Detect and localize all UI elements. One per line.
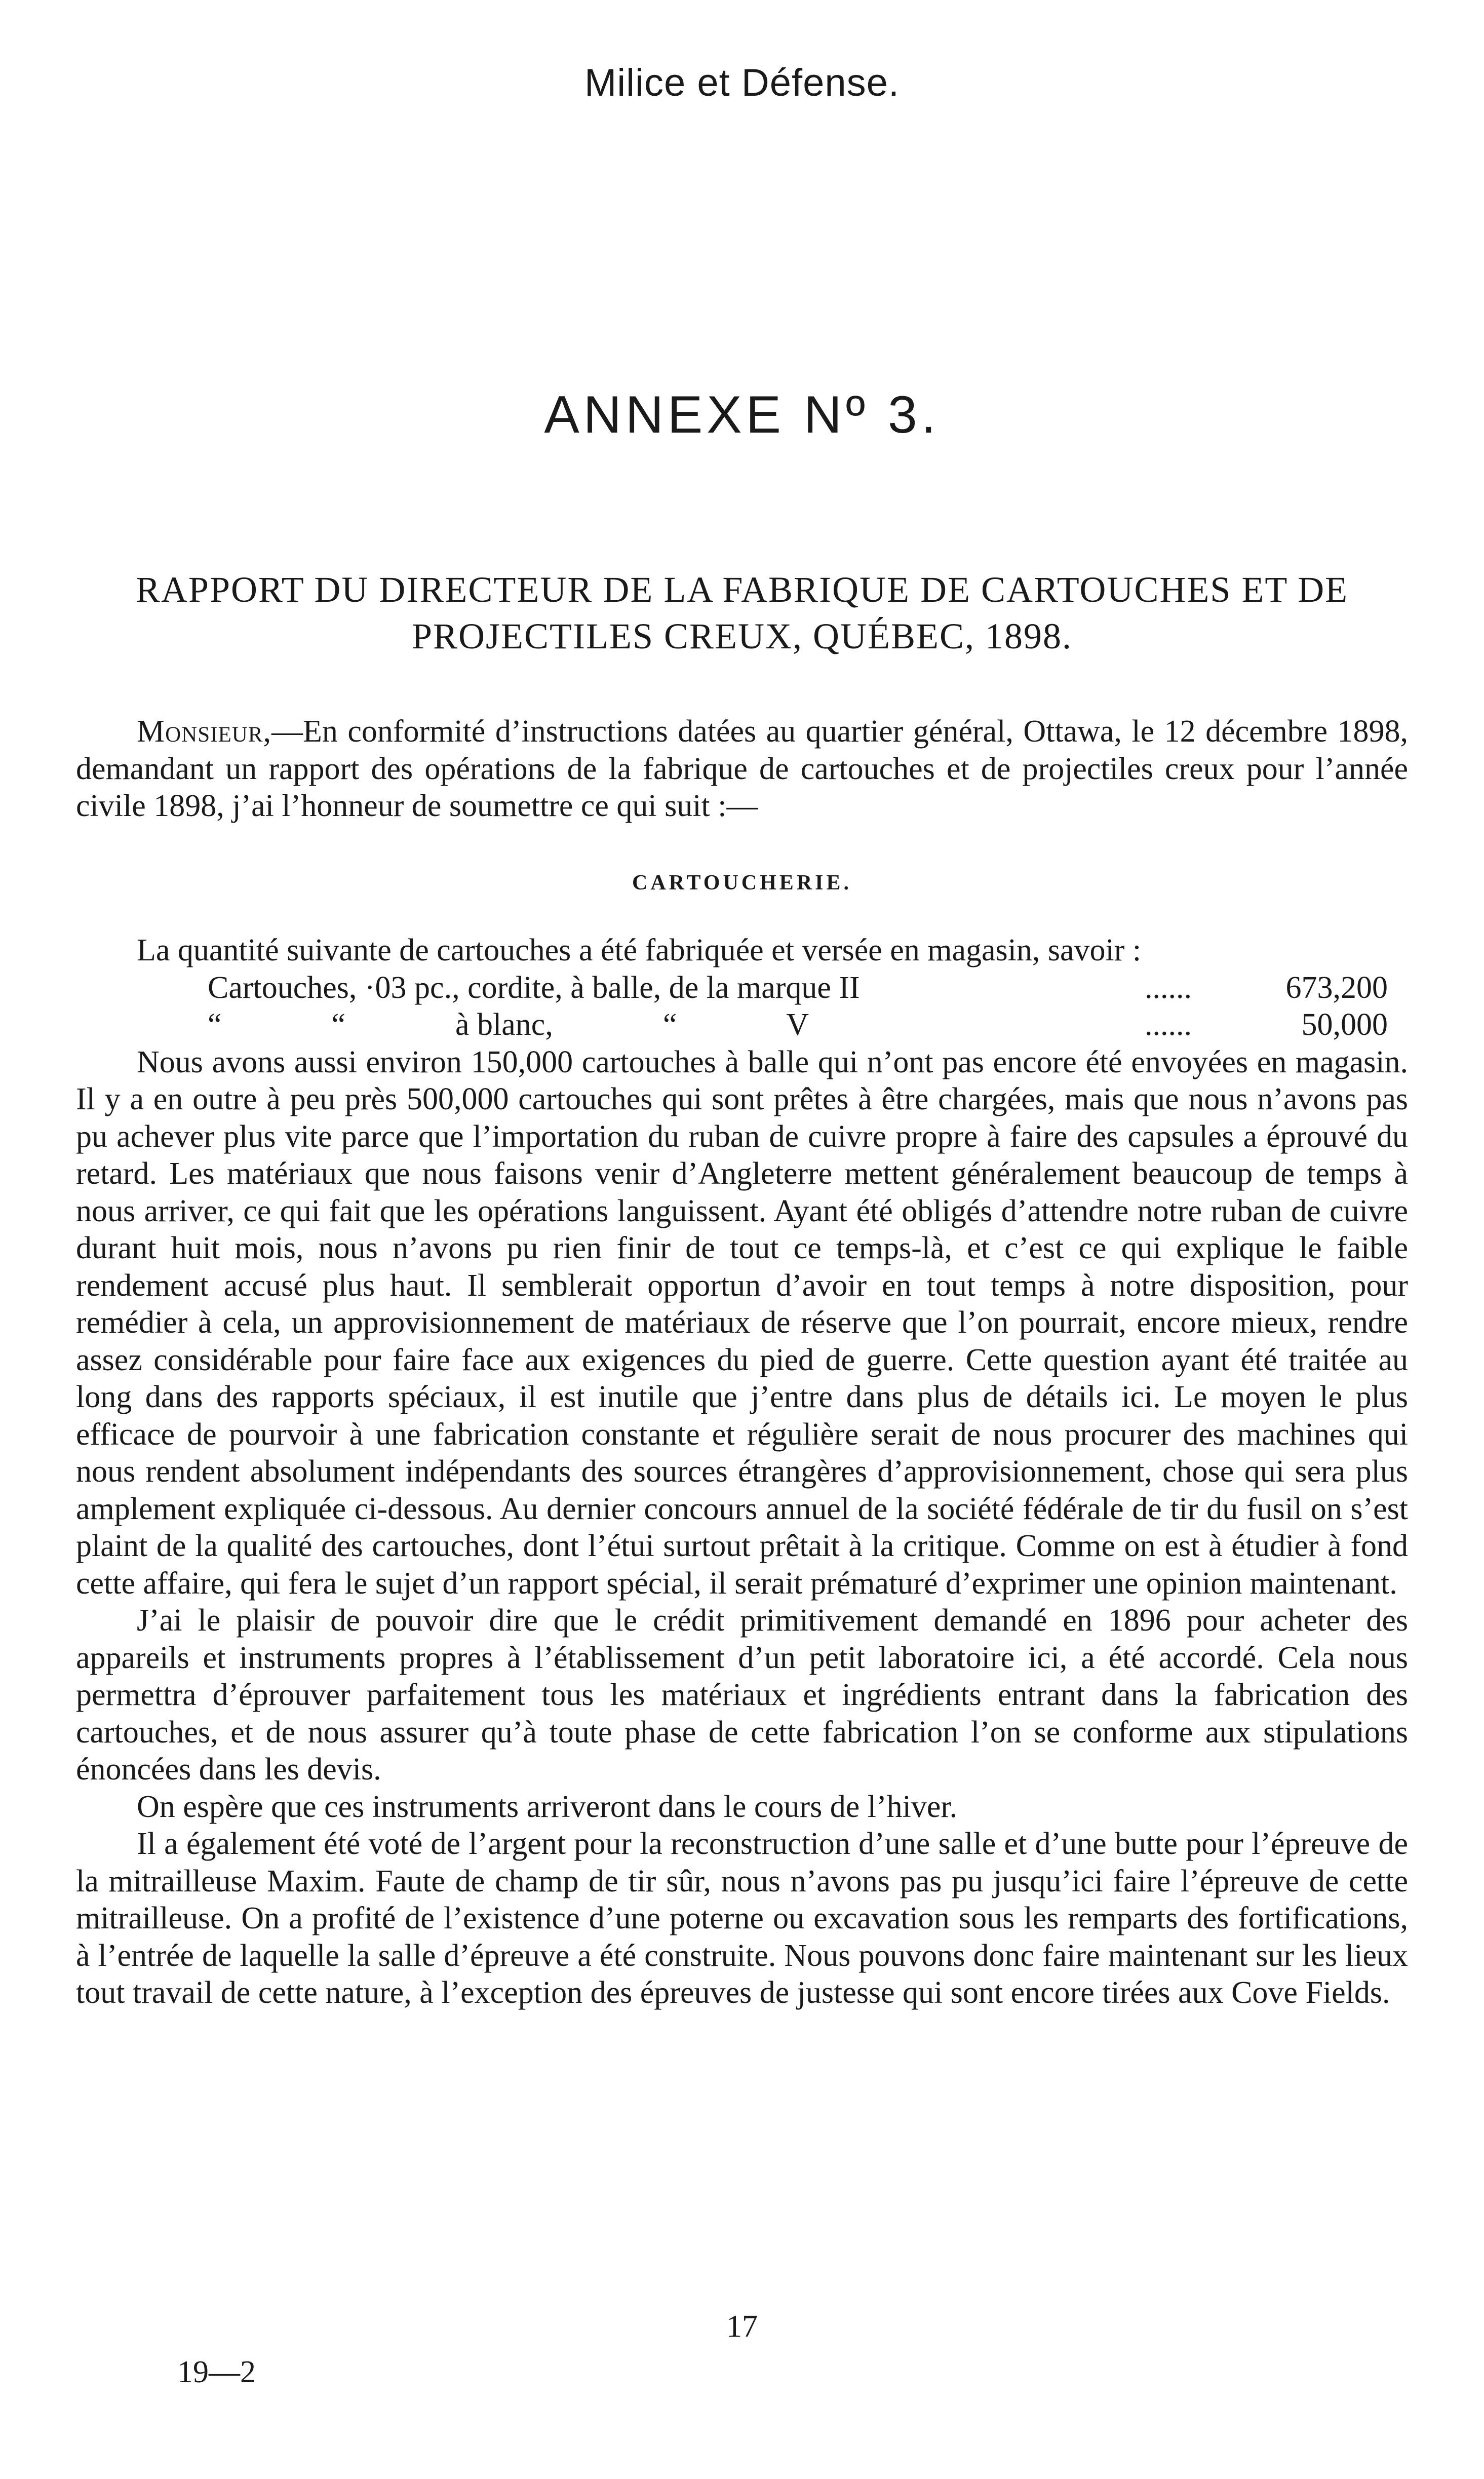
production-intro: La quantité suivante de cartouches a été fabriquée et versée en magasin, savoir : [137, 933, 1142, 967]
salutation-text: —En conformité d’instructions datées au quartier général, Ottawa, le 12 décembre 1898, demandant un rapport des opérations de la fabrique de cartouches et de projectiles creux pour l’année civile 1898, j’ai l’honneur de soumettre ce qui suit :— [76, 714, 1408, 823]
production-description: Cartouches, ·03 pc., cordite, à balle, de la marque II [208, 970, 860, 1005]
production-quantity: 673,200 [1285, 970, 1388, 1005]
paragraph-maxim-range: Il a également été voté de l’argent pour la reconstruction d’une salle et d’une butte pour l’épreuve de la mitrailleuse Maxim. Faute de champ de tir sûr, nous n’avons pas pu jusqu’ici faire l’épreuve de cette mitrailleuse. On a profité de l’existence d’une poterne ou excavation sous les remparts des fortifications, à l’entrée de laquelle la salle d’épreuve a été construite. Nous pouvons donc faire maintenant sur les lieux tout travail de cette nature, à l’exception des épreuves de justesse qui sont encore tirées aux Cove Fields. [76, 1827, 1408, 2010]
paragraph-materials: Nous avons aussi environ 150,000 cartouches à balle qui n’ont pas encore été envoyées en magasin. Il y a en outre à peu près 500,000 cartouches qui sont prêtes à être chargées, mais que nous n’avons pas pu achever plus vite parce que l’importation du ruban de cuivre propre à faire des capsules a éprouvé du retard. Les matériaux que nous faisons venir d’Angleterre mettent généralement beaucoup de temps à nous arriver, ce qui fait que les opérations languissent. Ayant été obligés d’attendre notre ruban de cuivre durant huit mois, nous n’avons pu rien finir de tout ce temps-là, et c’est ce qui explique le faible rendement accusé plus haut. Il semblerait opportun d’avoir en tout temps à notre disposition, pour remédier à cela, un approvisionnement de matériaux de réserve que l’on pourrait, encore mieux, rendre assez considérable pour faire face aux exigences du pied de guerre. Cette question ayant été traitée au long dans des rapports spéciaux, il est inutile que j’entre dans plus de détails ici. Le moyen le plus efficace de pourvoir à une fabrication constante et régulière serait de nous procurer des machines qui nous rendent absolument indépendants des sources étrangères d’approvisionnement, chose qui sera plus amplement expliquée ci-dessous. Au dernier concours annuel de la société fédérale de tir du fusil on s’est plaint de la qualité des cartouches, dont l’étui surtout prêtait à la critique. Comme on est à étudier à fond cette affaire, qui fera le sujet d’un rapport spécial, il serait prématuré d’exprimer une opinion maintenant. [76, 1044, 1408, 1601]
report-title-line-2: PROJECTILES CREUX, QUÉBEC, 1898. [411, 616, 1073, 656]
running-head: Milice et Défense. [584, 61, 900, 104]
report-title-line-1: RAPPORT DU DIRECTEUR DE LA FABRIQUE DE CARTOUCHES ET DE [135, 569, 1349, 610]
production-description: “ “ à blanc, “ V [208, 1008, 809, 1042]
production-quantity: 50,000 [1301, 1008, 1388, 1042]
paragraph-instruments: On espère que ces instruments arriveront dans le cours de l’hiver. [137, 1789, 958, 1824]
production-row [208, 970, 1408, 1007]
salutation-paragraph [76, 713, 1408, 825]
production-table [76, 970, 1408, 1044]
page-number: 17 [726, 2309, 758, 2344]
section-heading: CARTOUCHERIE. [632, 871, 852, 895]
document-page [76, 0, 1408, 2479]
report-body [76, 713, 1408, 2012]
annex-title: ANNEXE Nº 3. [544, 385, 940, 444]
paragraph-laboratory: J’ai le plaisir de pouvoir dire que le crédit primitivement demandé en 1896 pour acheter des appareils et instruments propres à l’établissement d’un petit laboratoire ici, a été accordé. Cela nous permettra d’éprouver parfaitement tous les matériaux et ingrédients entrant dans la fabrication des cartouches, et de nous assurer qu’à toute phase de cette fabrication l’on se conforme aux stipulations énoncées dans les devis. [76, 1603, 1408, 1787]
production-row [208, 1006, 1408, 1044]
salutation-lead: Monsieur, [137, 714, 271, 749]
signature-mark: 19—2 [177, 2355, 256, 2389]
dot-leaders: ...... [1145, 970, 1192, 1005]
report-title [76, 566, 1408, 660]
dot-leaders: ...... [1145, 1008, 1192, 1042]
